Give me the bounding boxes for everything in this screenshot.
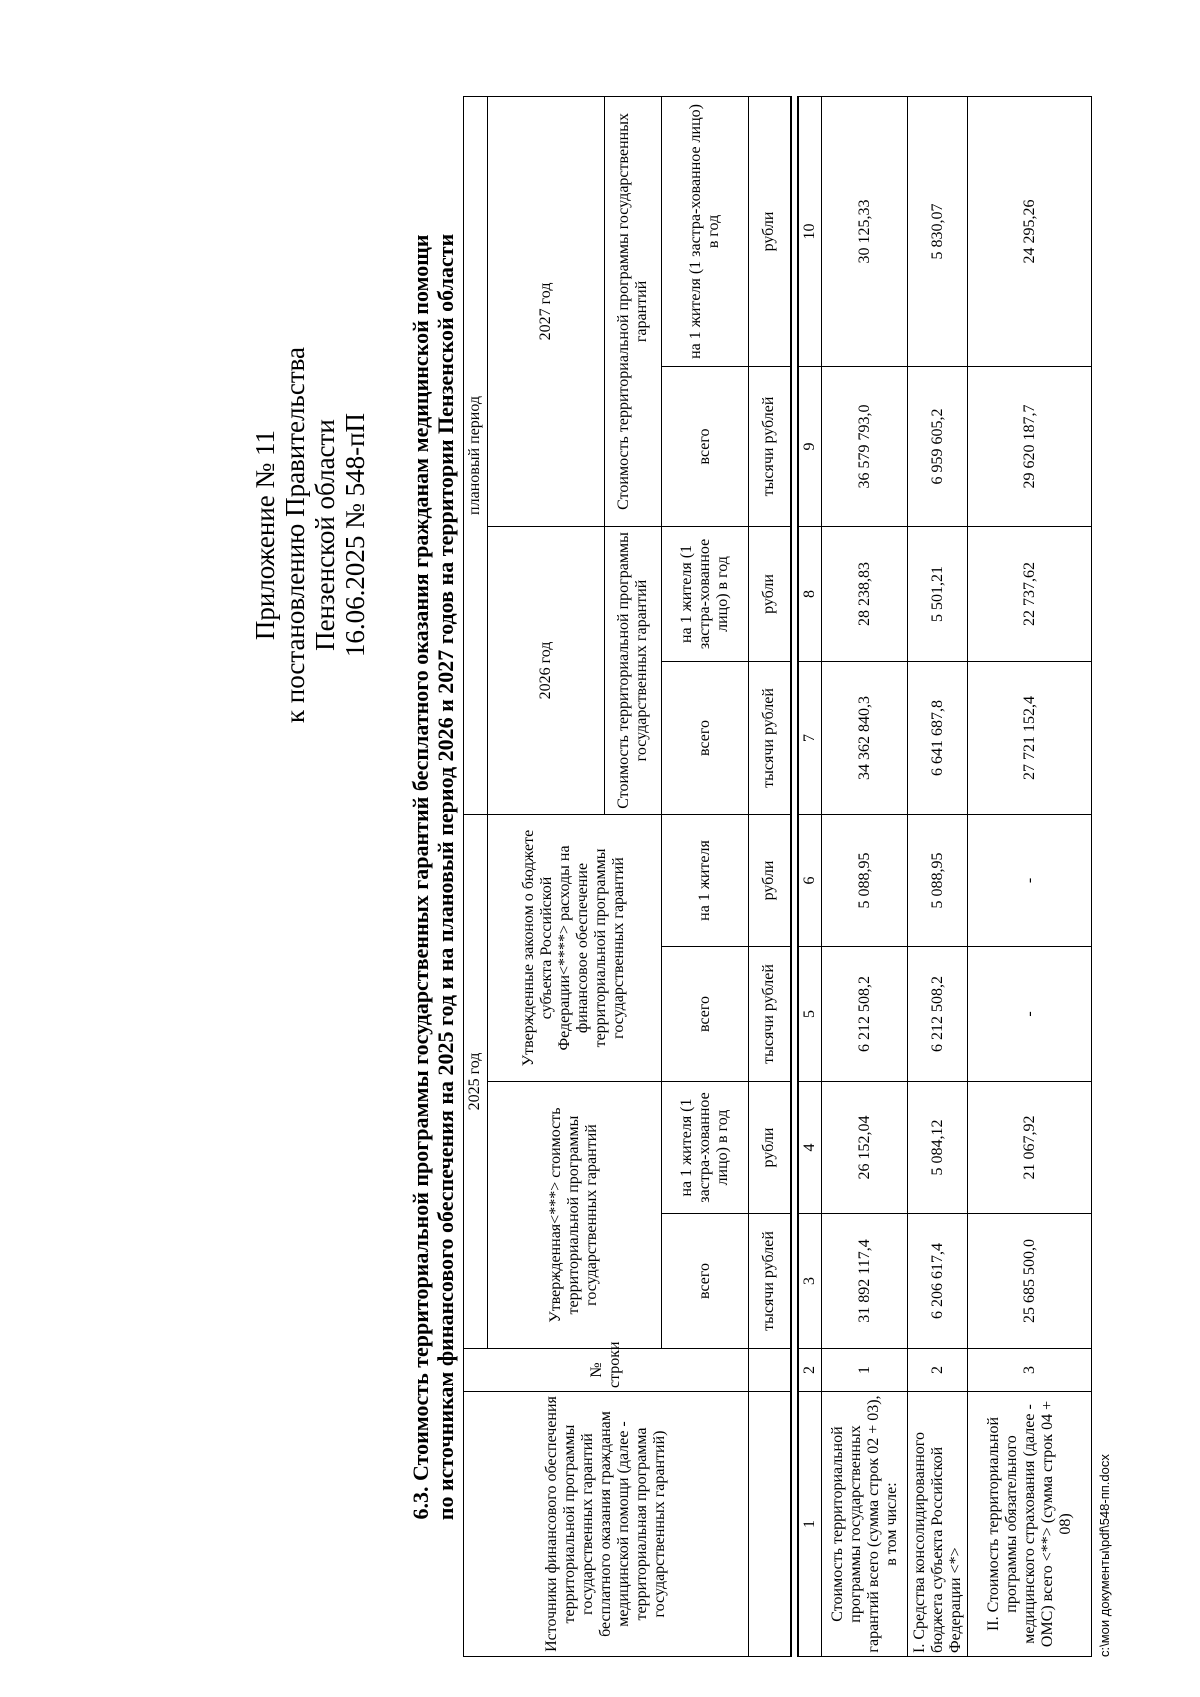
appendix-header xyxy=(250,347,370,723)
row-value: 29 620 187,7 xyxy=(968,366,1092,526)
document-title xyxy=(408,97,458,1657)
row-value: 26 152,04 xyxy=(821,1082,908,1214)
col-number: 4 xyxy=(798,1082,822,1214)
row-value: - xyxy=(968,814,1092,946)
header-per-resident-2027: на 1 жителя (1 застра-хованное лицо) в год xyxy=(661,96,748,366)
row-label: I. Средства консолидированного бюджета субъекта Российской Федерации <*> xyxy=(908,1392,968,1657)
header-year-2025: 2025 год xyxy=(464,814,488,1348)
row-value: 28 238,83 xyxy=(821,526,908,661)
header-year-2026: 2026 год xyxy=(487,526,605,814)
header-year-2027: 2027 год xyxy=(487,96,605,526)
file-path-footer: c:\мои документы\pdf\548-пп.docx xyxy=(1097,1454,1112,1657)
unit-cell: тысячи рублей xyxy=(748,366,791,526)
table-row xyxy=(968,96,1092,1656)
header-cost-2026: Стоимость территориальной программы государственных гарантий xyxy=(605,526,662,814)
row-value: 5 088,95 xyxy=(908,814,968,946)
row-value: 5 088,95 xyxy=(821,814,908,946)
header-budget-law: Утвержденные законом о бюджете субъекта Российской Федерации<****> расходы на финансовое обеспечение территориальной программы государственных гарантий xyxy=(487,814,661,1081)
row-value: 30 125,33 xyxy=(821,96,908,366)
col-number: 10 xyxy=(798,96,822,366)
title-line-1: 6.3. Стоимость территориальной программы государственных гарантий бесплатного оказания гражданам медицинской помощи xyxy=(408,234,433,1520)
col-number: 5 xyxy=(798,947,822,1082)
row-value: 36 579 793,0 xyxy=(821,366,908,526)
row-value: - xyxy=(968,947,1092,1082)
row-value: 5 830,07 xyxy=(908,96,968,366)
header-total-2025: всего xyxy=(661,1214,748,1349)
appendix-date: 16.06.2025 № 548-пП xyxy=(340,412,370,658)
appendix-number: Приложение № 11 xyxy=(250,429,280,641)
header-per-resident-2025: на 1 жителя (1 застра-хованное лицо) в год xyxy=(661,1082,748,1214)
col-number: 7 xyxy=(798,661,822,814)
row-number: 3 xyxy=(968,1349,1092,1392)
unit-cell: тысячи рублей xyxy=(748,947,791,1082)
row-value: 34 362 840,3 xyxy=(821,661,908,814)
table-row xyxy=(908,96,968,1656)
row-label: II. Стоимость территориальной программы обязательного медицинского страхования (далее - ОМС) всего <**> (сумма строк 04 + 08) xyxy=(968,1392,1092,1657)
header-row-number: № строки xyxy=(464,1349,749,1392)
unit-cell: рубли xyxy=(748,526,791,661)
header-total-budget: всего xyxy=(661,947,748,1082)
row-value: 22 737,62 xyxy=(968,526,1092,661)
row-value: 5 501,21 xyxy=(908,526,968,661)
row-value: 24 295,26 xyxy=(968,96,1092,366)
row-number: 2 xyxy=(908,1349,968,1392)
unit-cell: тысячи рублей xyxy=(748,661,791,814)
header-total-2027: всего xyxy=(661,366,748,526)
col-number: 8 xyxy=(798,526,822,661)
row-value: 27 721 152,4 xyxy=(968,661,1092,814)
header-per-resident-budget: на 1 жителя xyxy=(661,814,748,946)
header-source: Источники финансового обеспечения территориальной программы государственных гарантий бесплатного оказания гражданам медицинской помощи (далее - территориальная программа государственных гарантий) xyxy=(464,1392,749,1657)
appendix-decree: к постановлению Правительства xyxy=(280,347,310,724)
col-number: 1 xyxy=(798,1392,822,1657)
cost-table xyxy=(463,96,1092,1657)
row-value: 31 892 117,4 xyxy=(821,1214,908,1349)
row-value: 21 067,92 xyxy=(968,1082,1092,1214)
row-value: 6 212 508,2 xyxy=(908,947,968,1082)
units-empty-2 xyxy=(748,1349,791,1392)
rotated-page xyxy=(75,97,1125,1657)
units-empty-1 xyxy=(748,1392,791,1657)
table-row xyxy=(821,96,908,1656)
col-number: 3 xyxy=(798,1214,822,1349)
header-approved-cost: Утвержденная<***> стоимость территориальной программы государственных гарантий xyxy=(487,1082,661,1349)
row-value: 6 206 617,4 xyxy=(908,1214,968,1349)
row-value: 5 084,12 xyxy=(908,1082,968,1214)
row-number: 1 xyxy=(821,1349,908,1392)
appendix-region: Пензенской области xyxy=(310,419,340,651)
header-per-resident-2026: на 1 жителя (1 застра-хованное лицо) в год xyxy=(661,526,748,661)
header-total-2026: всего xyxy=(661,661,748,814)
col-number: 9 xyxy=(798,366,822,526)
unit-cell: рубли xyxy=(748,96,791,366)
header-cost-2027: Стоимость территориальной программы государственных гарантий xyxy=(605,96,662,526)
row-value: 6 959 605,2 xyxy=(908,366,968,526)
header-planned-period: плановый период xyxy=(464,96,488,814)
col-number: 6 xyxy=(798,814,822,946)
row-value: 25 685 500,0 xyxy=(968,1214,1092,1349)
col-number: 2 xyxy=(798,1349,822,1392)
row-value: 6 212 508,2 xyxy=(821,947,908,1082)
unit-cell: рубли xyxy=(748,1082,791,1214)
row-label: Стоимость территориальной программы государственных гарантий всего (сумма строк 02 + 03), в том числе: xyxy=(821,1392,908,1657)
unit-cell: тысячи рублей xyxy=(748,1214,791,1349)
row-value: 6 641 687,8 xyxy=(908,661,968,814)
title-line-2: по источникам финансового обеспечения на 2025 год и на плановый период 2026 и 2027 годов на территории Пензенской области xyxy=(433,233,458,1521)
unit-cell: рубли xyxy=(748,814,791,946)
